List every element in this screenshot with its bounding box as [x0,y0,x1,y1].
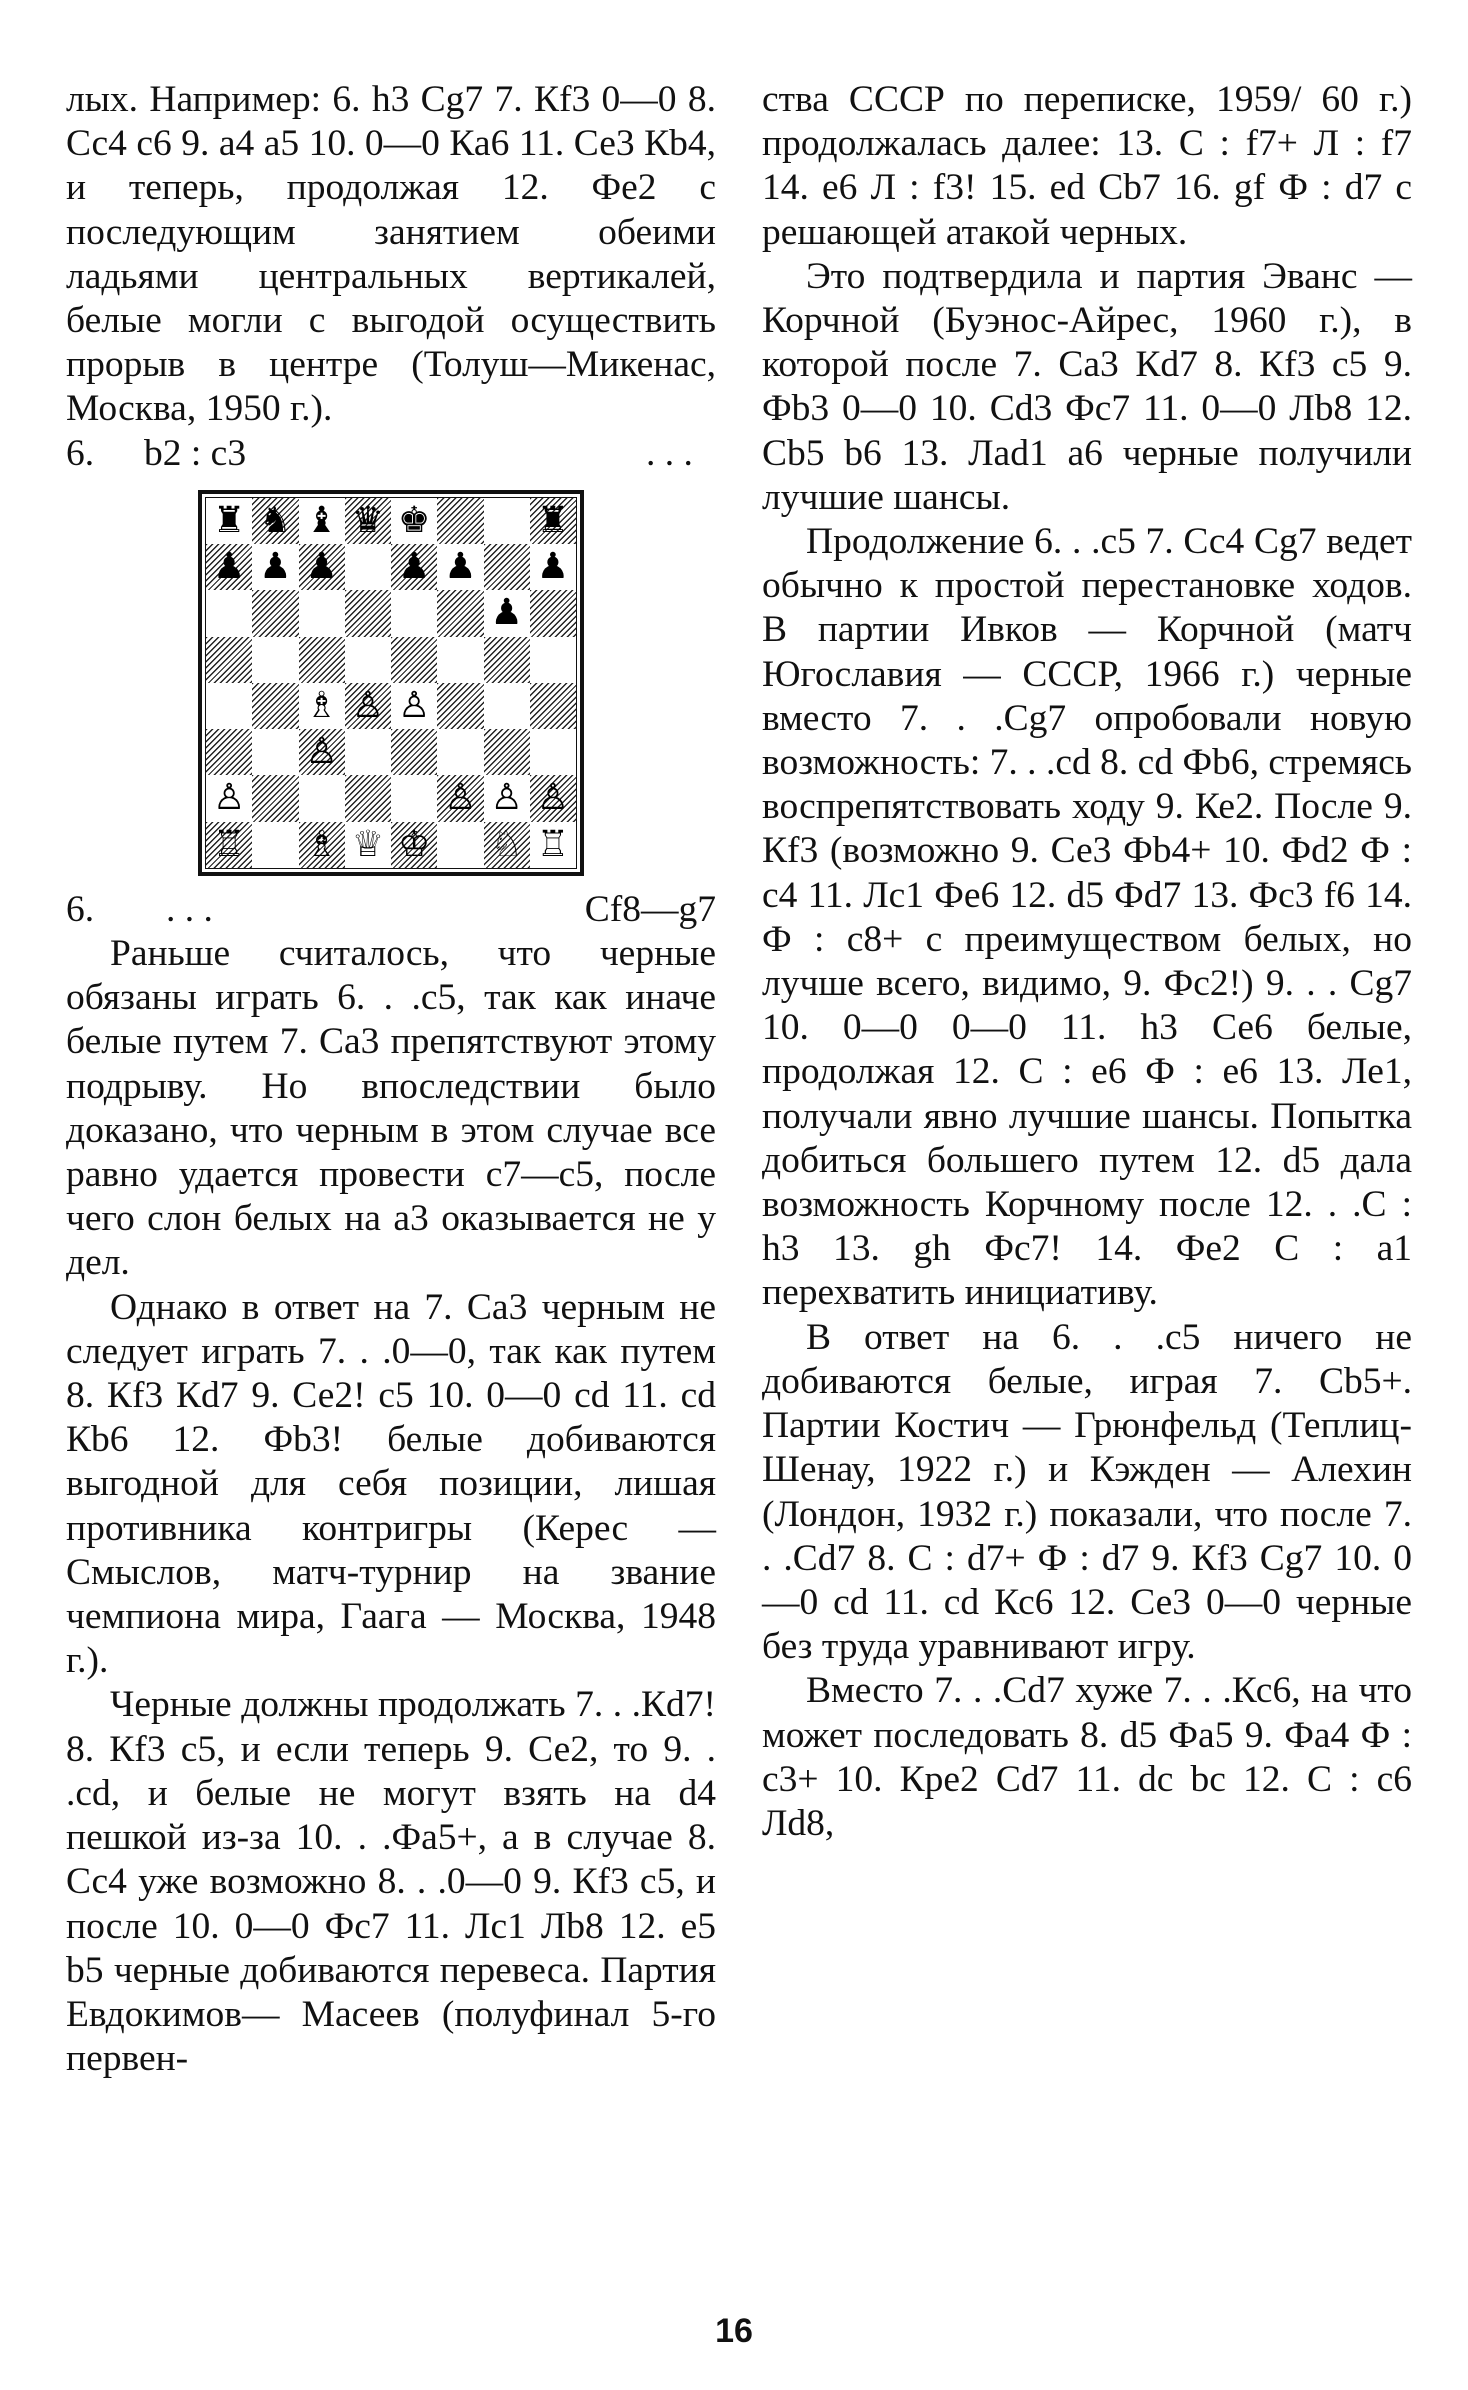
board-square [299,775,345,821]
board-square [299,590,345,636]
board-square [437,498,483,544]
chess-piece-icon: ♟ [444,546,477,588]
board-square [530,590,576,636]
board-square [530,498,576,544]
chess-piece-icon: ♙ [212,777,246,819]
move-ellipsis: . . . [646,432,693,474]
board-square [437,544,483,590]
board-square [391,729,437,775]
board-square [206,637,252,683]
board-square [252,683,298,729]
paragraph: Это подтвердила и партия Эванс — Корчной (Буэнос-Айрес, 1960 г.), в которой после 7. Са3 Кd7 8. Кf3 с5 9. Фb3 0—0 10. Сd3 Фс7 11. 0—0 Лb8 12. Сb5 b6 13. Лаd1 а6 черные получили лучшие шансы. [762,255,1412,518]
chess-piece-icon: ♙ [536,777,570,819]
board-square [299,822,345,868]
chess-diagram [66,490,716,876]
board-square [252,729,298,775]
move-number: 6. [66,432,95,474]
chess-piece-icon: ♙ [305,731,338,773]
board-square [437,729,483,775]
chess-piece-icon: ♖ [212,823,246,865]
board-square [206,544,252,590]
chess-piece-icon: ♟ [490,592,523,634]
chess-piece-icon: ♟ [259,546,292,588]
board-square [299,683,345,729]
chess-piece-icon: ♕ [351,823,385,865]
chess-piece-icon: ♟ [397,546,431,588]
board-square [252,822,298,868]
board-square [391,544,437,590]
board-square [345,822,391,868]
board-square [206,498,252,544]
board-square [530,637,576,683]
move-line-black [66,888,716,932]
chess-piece-icon: ♚ [397,499,431,541]
paragraph: ства СССР по переписке, 1959/ 60 г.) продолжалась далее: 13. С : f7+ Л : f7 14. е6 Л : f3! 15. ed Сb7 16. gf Ф : d7 с решающей атакой черных. [762,79,1412,253]
right-column [762,78,1412,1846]
board-square [391,498,437,544]
board-square [345,498,391,544]
chess-piece-icon: ♙ [397,684,431,726]
chess-piece-icon: ♖ [536,823,570,865]
chess-piece-icon: ♔ [397,823,431,865]
chess-piece-icon: ♙ [351,684,385,726]
board-square [206,729,252,775]
board-square [530,729,576,775]
board-square [345,729,391,775]
chess-piece-icon: ♞ [259,499,292,541]
board-square [530,683,576,729]
chess-piece-icon: ♘ [490,823,523,865]
paragraph: Черные должны продолжать 7. . .Кd7! 8. Кf3 с5, и если теперь 9. Се2, то 9. . .cd, и белые не могут взять на d4 пешкой из-за 10. . .Фа5+, а в случае 8. Сс4 уже возможно 8. . .0—0 9. Кf3 с5, и после 10. 0—0 Фс7 11. Лс1 Лb8 12. е5 b5 черные добиваются перевеса. Партия Евдокимов— Масеев (полуфинал 5-го первен- [66,1684,716,2080]
chess-piece-icon: ♝ [305,499,338,541]
board-square [252,498,298,544]
board-square [530,544,576,590]
board-square [484,729,530,775]
paragraph: лых. Например: 6. h3 Cg7 7. Кf3 0—0 8. Сс4 с6 9. а4 а5 10. 0—0 Ка6 11. Се3 Кb4, и теперь, продолжая 12. Фе2 с последующим занятием обеими ладьями центральных вертикалей, белые могли с выгодой осуществить прорыв в центре (Толуш—Микенас, Москва, 1950 г.). [66,79,716,430]
board-square [345,544,391,590]
board-square [391,637,437,683]
paragraph: Вместо 7. . .Сd7 хуже 7. . .Кс6, на что может последовать 8. d5 Фа5 9. Фа4 Ф : с3+ 10. Кре2 Сd7 11. dc bc 12. С : с6 Лd8, [762,1670,1412,1844]
board-square [437,822,483,868]
paragraph: Продолжение 6. . .с5 7. Сс4 Сg7 ведет обычно к простой перестановке ходов. В партии Ивков — Корчной (матч Югославия — СССР, 1966 г.) черные вместо 7. . .Сg7 опробовали новую возможность: 7. . .cd 8. cd Фb6, стремясь воспрепятствовать ходу 9. Ке2. После 9. Кf3 (возможно 9. Се3 Фb4+ 10. Фd2 Ф : с4 11. Лс1 Фе6 12. d5 Фd7 13. Фс3 f6 14. Ф : с8+ с преимуществом белых, но лучше всего, видимо, 9. Фс2!) 9. . . Сg7 10. 0—0 0—0 11. h3 Се6 белые, продолжая 12. С : е6 Ф : е6 13. Ле1, получали явно лучшие шансы. Попытка добиться большего путем 12. d5 дала возможность Корчному после 12. . .С : h3 13. gh Фс7! 14. Фе2 С : а1 перехватить инициативу. [762,521,1412,1314]
board-square [345,683,391,729]
chess-piece-icon: ♗ [305,823,338,865]
paragraph: Однако в ответ на 7. Са3 черным не следует играть 7. . .0—0, так как путем 8. Кf3 Кd7 9. Се2! с5 10. 0—0 cd 11. cd Кb6 12. Фb3! белые добиваются выгодной для себя позиции, лишая противника контригры (Керес — Смыслов, матч-турнир на звание чемпиона мира, Гаага — Москва, 1948 г.). [66,1286,716,1682]
board-square [206,775,252,821]
board-square [437,775,483,821]
board-square [484,544,530,590]
move-text: Сf8—g7 [584,888,716,930]
paragraph: В ответ на 6. . .с5 ничего не добиваются белые, играя 7. Сb5+. Партии Костич — Грюнфельд (Теплиц-Шенау, 1922 г.) и Кэжден — Алехин (Лондон, 1932 г.) показали, что после 7. . .Сd7 8. С : d7+ Ф : d7 9. Кf3 Сg7 10. 0—0 cd 11. cd Кс6 12. Се3 0—0 черные без труда уравнивают игру. [762,1316,1412,1668]
board-square [391,775,437,821]
paragraph: Раньше считалось, что черные обязаны играть 6. . .с5, так как иначе белые путем 7. Са3 препятствуют этому подрыву. Но впоследствии было доказано, что черным в этом случае все равно удается провести с7—с5, после чего слон белых на а3 оказывается не у дел. [66,933,716,1284]
board-square [206,683,252,729]
board-square [252,775,298,821]
chess-piece-icon: ♜ [212,499,246,541]
board-square [437,637,483,683]
chess-piece-icon: ♟ [305,546,338,588]
board-square [530,775,576,821]
chess-piece-icon: ♟ [212,546,246,588]
board-square [345,637,391,683]
board-square [484,637,530,683]
board-square [391,822,437,868]
move-number: 6. [66,888,95,930]
board-square [484,822,530,868]
chess-board [205,497,577,869]
chess-piece-icon: ♙ [490,777,523,819]
board-square [345,590,391,636]
board-square [252,544,298,590]
board-square [437,590,483,636]
move-line-white [66,432,716,476]
move-text: b2 : с3 [144,432,247,474]
board-square [484,775,530,821]
board-square [299,498,345,544]
chess-piece-icon: ♛ [351,499,385,541]
board-square [345,775,391,821]
left-column [66,78,716,2081]
page-number: 16 [715,2312,753,2350]
board-square [299,637,345,683]
board-square [530,822,576,868]
board-square [484,590,530,636]
board-square [206,822,252,868]
chess-piece-icon: ♙ [444,777,477,819]
board-square [299,544,345,590]
board-square [437,683,483,729]
board-square [391,590,437,636]
board-square [252,590,298,636]
board-square [484,498,530,544]
chess-piece-icon: ♜ [536,499,570,541]
board-square [252,637,298,683]
chess-piece-icon: ♟ [536,546,570,588]
chess-board-frame [198,490,584,876]
board-square [391,683,437,729]
board-square [484,683,530,729]
board-square [206,590,252,636]
board-square [299,729,345,775]
chess-piece-icon: ♗ [305,684,338,726]
move-ellipsis: . . . [166,888,213,930]
